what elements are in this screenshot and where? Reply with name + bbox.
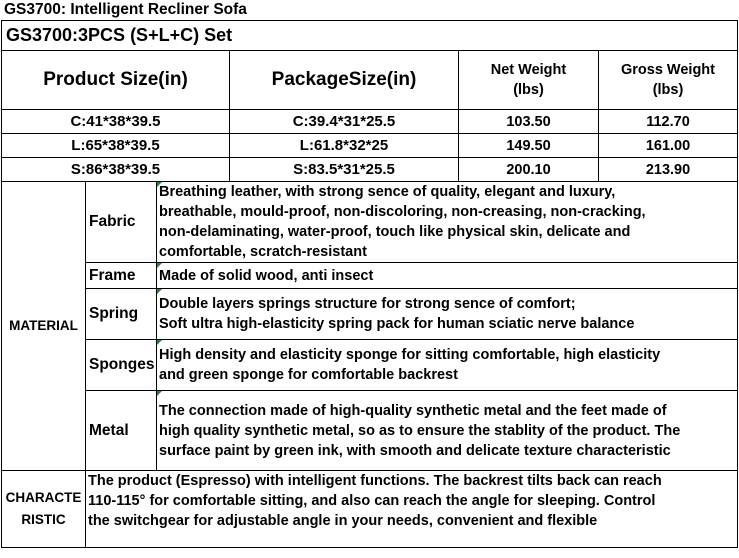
product-size-cell: C:41*38*39.5 <box>2 110 230 134</box>
characteristic-label <box>2 471 86 548</box>
material-row-metal <box>2 391 738 471</box>
comment-marker-icon <box>157 182 162 187</box>
product-size-cell: L:65*38*39.5 <box>2 134 230 158</box>
material-row-spring <box>2 289 738 340</box>
material-frame-label: Frame <box>86 263 157 289</box>
material-sponges-label: Sponges <box>86 340 157 391</box>
material-fabric-label: Fabric <box>86 182 157 263</box>
desc-line: High density and elasticity sponge for sitting comfortable, high elasticity <box>159 347 661 363</box>
header-package-size: PackageSize(in) <box>230 51 459 110</box>
desc-line: The product (Espresso) with intelligent functions. The backrest tilts back can reach <box>88 473 662 489</box>
material-spring-desc <box>157 289 738 340</box>
material-label: MATERIAL <box>2 182 86 471</box>
page-title: GS3700: Intelligent Recliner Sofa <box>4 1 247 18</box>
material-spring-label: Spring <box>86 289 157 340</box>
net-weight-cell: 149.50 <box>459 134 599 158</box>
desc-line: the switchgear for adjustable angle in your needs, convenient and flexible <box>88 513 598 529</box>
header-gross-weight <box>599 51 738 110</box>
net-weight-cell: 103.50 <box>459 110 599 134</box>
product-size-cell: S:86*38*39.5 <box>2 158 230 182</box>
desc-line: high quality synthetic metal, so as to ensure the stablity of the product. The <box>159 422 681 439</box>
material-frame-desc <box>157 263 738 289</box>
desc-line: surface paint by green ink, with smooth and delicate texture characteristic <box>159 442 671 459</box>
desc-line: The connection made of high-quality synthetic metal and the feet made of <box>159 402 667 419</box>
package-size-cell: L:61.8*32*25 <box>230 134 459 158</box>
desc-line: and green sponge for comfortable backrest <box>159 367 458 383</box>
comment-marker-icon <box>157 263 162 268</box>
comment-marker-icon <box>157 289 162 294</box>
table-row <box>2 134 738 158</box>
characteristic-label-line1: CHARACTE <box>5 490 82 505</box>
desc-line: breathable, mould-proof, non-discoloring, non-creasing, non-cracking, <box>159 204 646 220</box>
gross-weight-cell: 213.90 <box>599 158 738 182</box>
characteristic-row <box>2 471 738 548</box>
material-row-fabric <box>2 182 738 263</box>
package-size-cell: S:83.5*31*25.5 <box>230 158 459 182</box>
header-net-weight-line1: Net Weight <box>490 62 567 78</box>
characteristic-label-line2: RISTIC <box>21 512 66 527</box>
characteristic-desc <box>86 471 738 548</box>
material-fabric-desc <box>157 182 738 263</box>
package-size-cell: C:39.4*31*25.5 <box>230 110 459 134</box>
desc-line: Soft ultra high-elasticity spring pack for human sciatic nerve balance <box>159 316 635 332</box>
comment-marker-icon <box>157 340 162 345</box>
desc-line: Double layers springs structure for strong sence of comfort; <box>159 296 576 312</box>
material-metal-label: Metal <box>86 391 157 471</box>
material-row-sponges <box>2 340 738 391</box>
header-product-size: Product Size(in) <box>2 51 230 110</box>
material-sponges-desc <box>157 340 738 391</box>
header-net-weight-line2: (lbs) <box>513 82 544 98</box>
table-row <box>2 158 738 182</box>
desc-line: 110-115° for comfortable sitting, and also can reach the angle for sleeping. Control <box>88 493 656 509</box>
desc-line: Made of solid wood, anti insect <box>159 267 374 284</box>
net-weight-cell: 200.10 <box>459 158 599 182</box>
header-gross-weight-line1: Gross Weight <box>621 62 715 78</box>
desc-line: non-delaminating, water-proof, touch like physical skin, delicate and <box>159 224 631 240</box>
desc-line: Breathing leather, with strong sence of quality, elegant and luxury, <box>159 184 616 200</box>
comment-marker-icon <box>157 391 162 396</box>
table-row <box>2 110 738 134</box>
header-net-weight <box>459 51 599 110</box>
gross-weight-cell: 112.70 <box>599 110 738 134</box>
material-row-frame <box>2 263 738 289</box>
desc-line: comfortable, scratch-resistant <box>159 244 367 260</box>
material-metal-desc <box>157 391 738 471</box>
header-gross-weight-line2: (lbs) <box>652 82 684 98</box>
gross-weight-cell: 161.00 <box>599 134 738 158</box>
spec-table <box>1 20 738 548</box>
set-title: GS3700:3PCS (S+L+C) Set <box>2 21 738 51</box>
